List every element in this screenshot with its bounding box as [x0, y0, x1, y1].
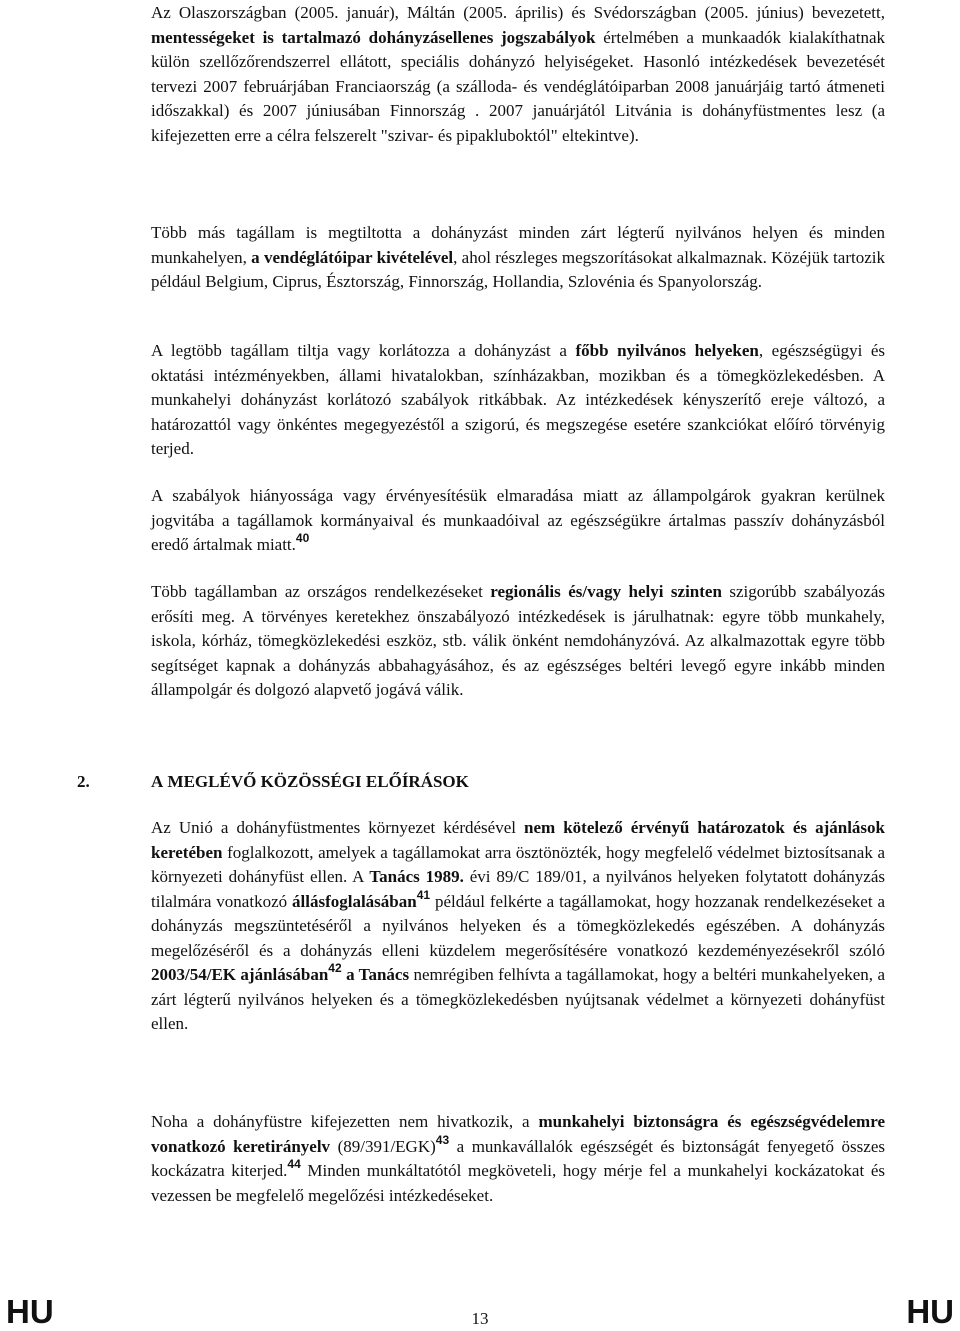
- emphasis-text: mentességeket is tartalmazó dohányzásellenes jogszabályok: [151, 27, 596, 47]
- emphasis-text: a Tanács: [341, 965, 410, 984]
- paragraph-national-exemptions: [151, 1, 885, 148]
- text-run: , ahol részleges megszorításokat alkalmaznak. Közéjük tartozik például Belgium, Ciprus, Észtország, Finnország, Hollandia, Szlovénia és Spanyolország.: [151, 247, 885, 291]
- text-run: (89/391/EGK): [330, 1136, 436, 1156]
- text-run: A legtöbb tagállam tiltja vagy korlátozza a dohányzást a: [151, 341, 576, 360]
- text-run: Noha a dohányfüstre kifejezetten nem hivatkozik, a: [151, 1112, 539, 1131]
- text-run: a munkavállalók egészségét és biztonságát fenyegető összes kockázatra kiterjed.: [151, 1136, 885, 1180]
- text-run: Az Olaszországban (2005. január), Máltán (2005. április) és Svédországban (2005. június) bevezetett,: [151, 3, 885, 22]
- emphasis-text: munkahelyi biztonságra és egészségvédelemre vonatkozó keretirányelv: [151, 1112, 885, 1156]
- emphasis-text: főbb nyilvános helyeken: [575, 341, 759, 360]
- text-run: foglalkozott, amelyek a tagállamokat arra ösztönözték, hogy megfelelő védelmet biztosítsanak a környezeti dohányfüst ellen. A: [151, 842, 885, 886]
- section-title: MEGLÉVŐ KÖZÖSSÉGI ELŐÍRÁSOK: [163, 772, 469, 791]
- paragraph-regional-rules: [151, 580, 885, 703]
- paragraph-community-recommendations: [151, 816, 885, 1037]
- text-run: A szabályok hiányossága vagy érvényesítésük elmaradása miatt az állampolgárok gyakran kerülnek jogvitába a tagállamok kormányaival és munkaadóival az egészségükre ártalmas passzív dohányzásból eredő ártalmak miatt.: [151, 486, 885, 554]
- text-run: Több tagállamban az országos rendelkezéseket: [151, 582, 491, 601]
- text-run: , egészségügyi és oktatási intézményekben, állami hivatalokban, színházakban, mozikban és a tömegközlekedésben. A munkahelyi dohányzást korlátozó szabályok ritkábbak. Az intézkedések kényszerítő ereje változó, a határozattól vagy önkéntes megegyezéstől a szigorú, és megszegése esetére szankciókat előíró törvényig terjed.: [151, 341, 886, 458]
- paragraph-legal-disputes: [151, 484, 885, 558]
- text-run: például felkérte a tagállamokat, hogy hozzanak rendelkezéseket a dohányzás megszüntetéséről a nyilvános helyeken és a tömegközlekedés egészében. A dohányzás megelőzéséről és a dohányzás elleni küzdelem megerősítésére vonatkozó kezdeményezésekről szóló: [151, 891, 885, 960]
- footnote-reference: 40: [295, 531, 310, 546]
- page-number: 13: [471, 1309, 489, 1328]
- footnote-reference: 42: [328, 961, 342, 976]
- paragraph-framework-directive: [151, 1110, 885, 1208]
- emphasis-text: állásfoglalásában: [292, 891, 417, 911]
- section-title-initial: A: [151, 772, 164, 791]
- footer-language-code-left: HU: [6, 1293, 54, 1330]
- text-run: évi 89/C 189/01, a nyilvános helyeken folytatott dohányzás tilalmára vonatkozó: [151, 867, 885, 911]
- section-number: 2.: [77, 772, 90, 791]
- text-run: Minden munkáltatótól megköveteli, hogy mérje fel a munkahelyi kockázatokat és vezessen be megfelelő megelőzési intézkedéseket.: [151, 1161, 885, 1205]
- footnote-reference: 43: [435, 1132, 450, 1147]
- text-run: értelmében a munkaadók kialakíthatnak külön szellőzőrendszerrel ellátott, speciális dohányzó helyiségeket. Hasonló intézkedések bevezetését tervezi 2007 februárjában Franciaország (a szálloda- és vendéglátóiparban 2008 januárjáig tartó átmeneti időszakkal) és 2007 júniusában Finnország . 2007 januárjától Litvánia is dohányfüstmentes lesz (a kifejezetten erre a célra felszerelt "szivar- és pipakluboktól" eltekintve).: [151, 27, 886, 145]
- emphasis-text: regionális és/vagy helyi szinten: [490, 582, 722, 601]
- text-run: Több más tagállam is megtiltotta a dohányzást minden zárt légterű nyilvános helyen és minden munkahelyen,: [151, 223, 885, 267]
- text-run: Az Unió a dohányfüstmentes környezet kérdésével: [151, 818, 525, 837]
- emphasis-text: Tanács 1989.: [369, 867, 464, 886]
- footnote-reference: 44: [287, 1157, 301, 1172]
- paragraph-public-places: [151, 339, 885, 462]
- emphasis-text: a vendéglátóipar kivételével: [251, 247, 454, 267]
- page-footer: [0, 1288, 960, 1331]
- paragraph-hospitality-exception: [151, 221, 885, 295]
- text-run: nemrégiben felhívta a tagállamokat, hogy a beltéri munkahelyeken, a zárt légterű nyilvános helyeken és a tömegközlekedésben nyújtsanak védelmet a környezeti dohányfüst ellen.: [151, 965, 886, 1033]
- emphasis-text: 2003/54/EK ajánlásában: [151, 965, 329, 984]
- emphasis-text: nem kötelező érvényű határozatok és ajánlások keretében: [151, 818, 885, 862]
- footnote-reference: 41: [416, 887, 431, 902]
- text-run: szigorúbb szabályozás erősíti meg. A törvényes keretekhez önszabályozó intézkedések is járulhatnak: egyre több munkahely, iskola, kórház, tömegközlekedési eszköz, stb. válik önként nemdohányzóvá. Az alkalmazottak egyre több segítséget kapnak a dohányzás abbahagyásához, és az egészséges beltéri levegő egyre inkább minden állampolgár és dolgozó alapvető jogává válik.: [151, 582, 885, 699]
- footer-language-code-right: HU: [906, 1293, 954, 1330]
- section-heading: [77, 772, 469, 792]
